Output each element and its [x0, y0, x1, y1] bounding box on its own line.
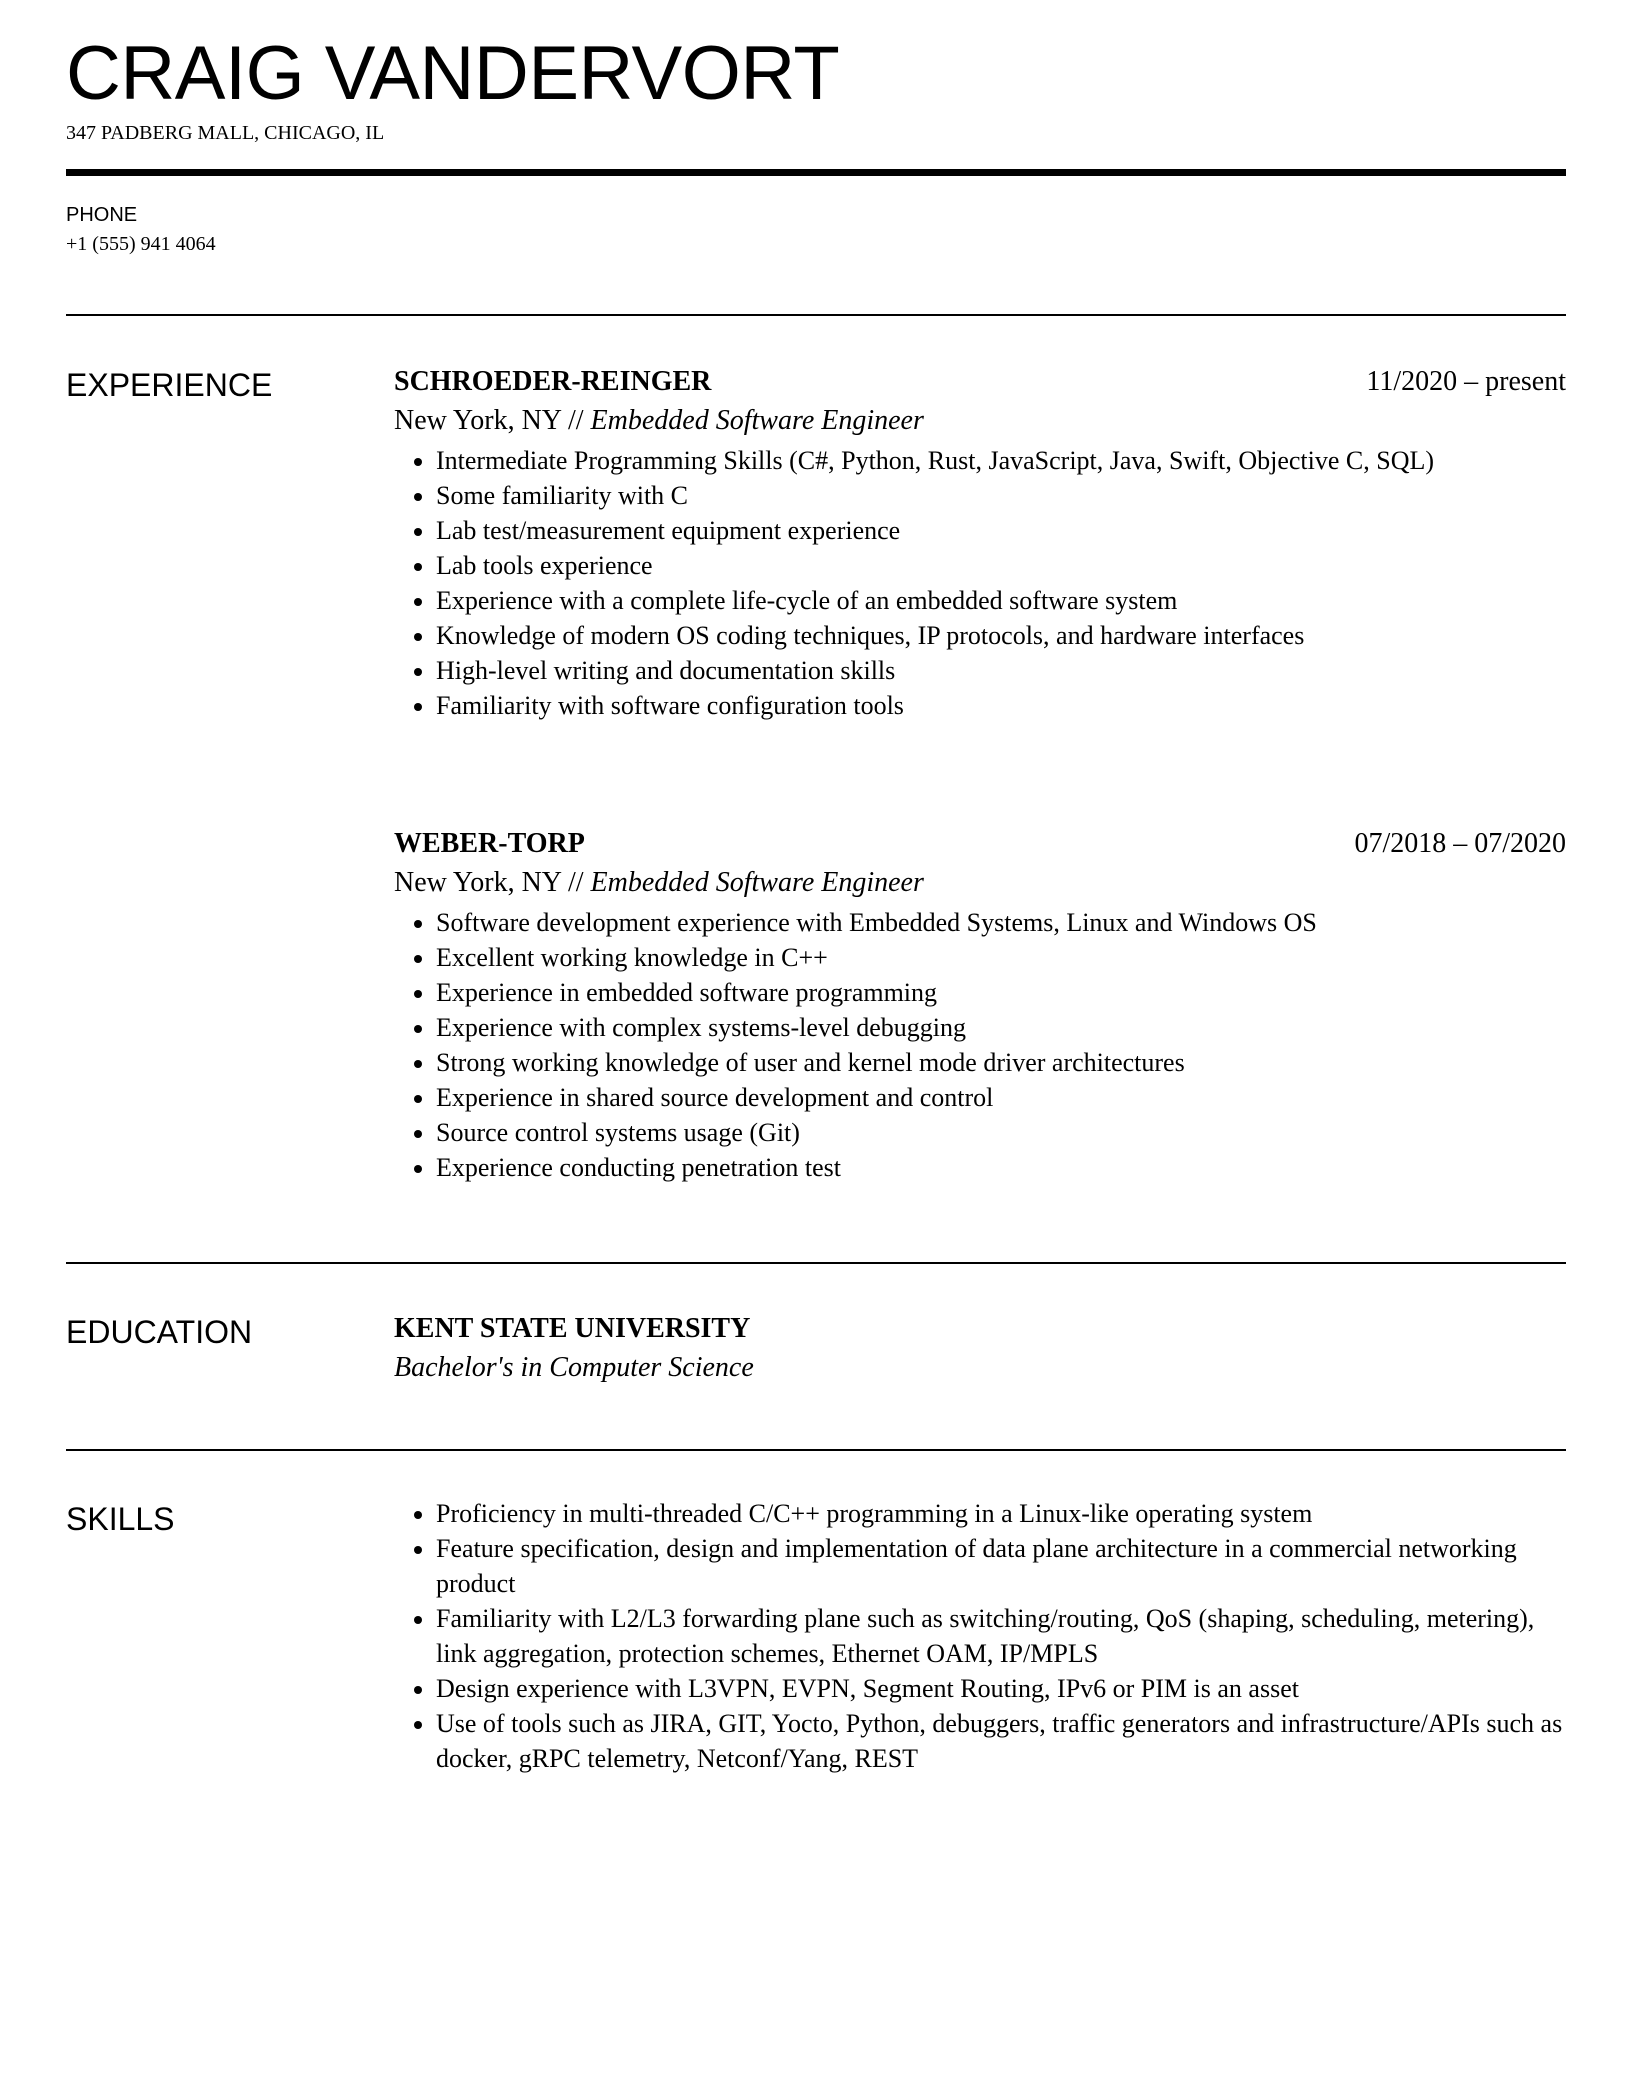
job-bullet: • Some familiarity with C	[436, 478, 1566, 513]
job-bullet: • Experience with a complete life-cycle of an embedded software system	[436, 583, 1566, 618]
job-header	[394, 825, 1566, 863]
job-bullet: • Source control systems usage (Git)	[436, 1115, 1566, 1150]
education-school: KENT STATE UNIVERSITY	[394, 1313, 751, 1344]
job-subline	[394, 863, 1566, 903]
job-bullet-list	[394, 905, 1566, 1185]
header-divider	[66, 169, 1566, 176]
job-separator: //	[560, 867, 591, 898]
phone-label: PHONE	[66, 204, 138, 226]
skill-item: • Feature specification, design and implementation of data plane architecture in a commercial networking product	[436, 1531, 1566, 1601]
education-degree: Bachelor's in Computer Science	[394, 1352, 754, 1383]
skill-item: • Proficiency in multi-threaded C/C++ programming in a Linux-like operating system	[436, 1496, 1566, 1531]
job-bullet: • Software development experience with Embedded Systems, Linux and Windows OS	[436, 905, 1566, 940]
education-section	[394, 1310, 1566, 1388]
job-bullet: • Familiarity with software configuration tools	[436, 688, 1566, 723]
skill-item: • Use of tools such as JIRA, GIT, Yocto, Python, debuggers, traffic generators and infrastructure/APIs such as docker, gRPC telemetry, Netconf/Yang, REST	[436, 1706, 1566, 1776]
job-bullet: • Strong working knowledge of user and kernel mode driver architectures	[436, 1045, 1566, 1080]
contact-divider	[66, 314, 1566, 316]
job-entry	[394, 363, 1566, 723]
job-bullet: • Knowledge of modern OS coding techniques, IP protocols, and hardware interfaces	[436, 618, 1566, 653]
job-dates: 07/2018 – 07/2020	[1354, 828, 1566, 859]
candidate-address: 347 PADBERG MALL, CHICAGO, IL	[66, 122, 385, 144]
job-role: Embedded Software Engineer	[590, 405, 924, 436]
skill-item: • Design experience with L3VPN, EVPN, Segment Routing, IPv6 or PIM is an asset	[436, 1671, 1566, 1706]
job-bullet: • Lab test/measurement equipment experience	[436, 513, 1566, 548]
job-bullet: • Intermediate Programming Skills (C#, Python, Rust, JavaScript, Java, Swift, Objective C, SQL)	[436, 443, 1566, 478]
job-entry	[394, 825, 1566, 1185]
skill-item: • Familiarity with L2/L3 forwarding plane such as switching/routing, QoS (shaping, scheduling, metering), link aggregation, protection schemes, Ethernet OAM, IP/MPLS	[436, 1601, 1566, 1671]
job-role: Embedded Software Engineer	[590, 867, 924, 898]
job-bullet: • Experience in embedded software programming	[436, 975, 1566, 1010]
job-bullet: • Experience conducting penetration test	[436, 1150, 1566, 1185]
job-dates: 11/2020 – present	[1366, 366, 1566, 397]
skills-heading: SKILLS	[66, 1501, 175, 1537]
job-location: New York, NY	[394, 405, 561, 436]
job-subline	[394, 401, 1566, 441]
job-company: SCHROEDER-REINGER	[394, 366, 712, 397]
job-bullet: • Excellent working knowledge in C++	[436, 940, 1566, 975]
job-separator: //	[560, 405, 591, 436]
education-divider	[66, 1449, 1566, 1451]
candidate-name: CRAIG VANDERVORT	[66, 31, 840, 116]
job-bullet-list	[394, 443, 1566, 723]
job-location: New York, NY	[394, 867, 561, 898]
job-bullet: • Experience in shared source development and control	[436, 1080, 1566, 1115]
experience-divider	[66, 1262, 1566, 1264]
job-bullet: • Experience with complex systems-level debugging	[436, 1010, 1566, 1045]
job-header	[394, 363, 1566, 401]
job-bullet: • Lab tools experience	[436, 548, 1566, 583]
skills-list	[394, 1496, 1566, 1776]
job-company: WEBER-TORP	[394, 828, 585, 859]
education-heading: EDUCATION	[66, 1314, 253, 1350]
phone-value: +1 (555) 941 4064	[66, 233, 216, 255]
skills-section	[394, 1496, 1566, 1776]
job-bullet: • High-level writing and documentation skills	[436, 653, 1566, 688]
experience-heading: EXPERIENCE	[66, 367, 273, 403]
